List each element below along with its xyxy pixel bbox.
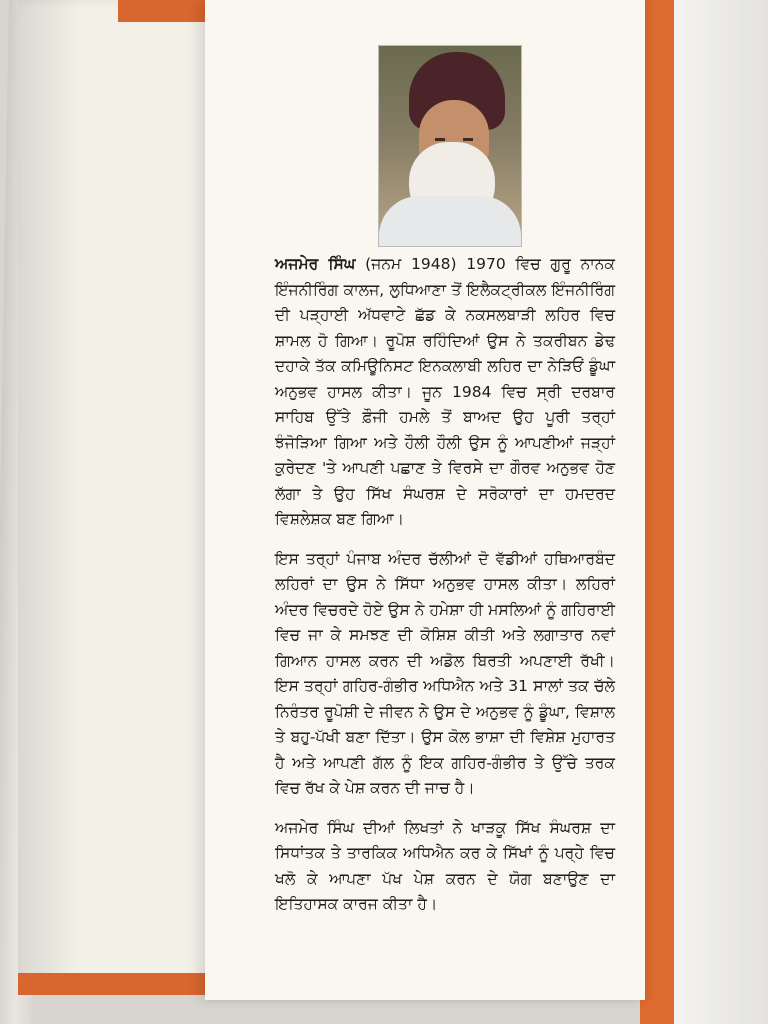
bio-paragraph-1: [275, 252, 615, 533]
eye-right: [463, 138, 473, 141]
book-cover-edge: [640, 0, 768, 1024]
page-shadow: [18, 0, 78, 995]
bio-paragraph-1-text: (ਜਨਮ 1948) 1970 ਵਿਚ ਗੁਰੂ ਨਾਨਕ ਇੰਜਨੀਰਿੰਗ ਕਾਲਜ, ਲੁਧਿਆਣਾ ਤੋਂ ਇਲੈਕਟ੍ਰੀਕਲ ਇੰਜਨੀਰਿੰਗ ਦੀ ਪੜ੍ਹਾਈ ਅੱਧਵਾਟੇ ਛੱਡ ਕੇ ਨਕਸਲਬਾੜੀ ਲਹਿਰ ਵਿਚ ਸ਼ਾਮਲ ਹੋ ਗਿਆ। ਰੂਪੋਸ਼ ਰਹਿੰਦਿਆਂ ਉਸ ਨੇ ਤਕਰੀਬਨ ਡੇਢ ਦਹਾਕੇ ਤੱਕ ਕਮਿਊਨਿਸਟ ਇਨਕਲਾਬੀ ਲਹਿਰ ਦਾ ਨੇੜਿਓਂ ਡੂੰਘਾ ਅਨੁਭਵ ਹਾਸਲ ਕੀਤਾ। ਜੂਨ 1984 ਵਿਚ ਸ੍ਰੀ ਦਰਬਾਰ ਸਾਹਿਬ ਉੱਤੇ ਫ਼ੌਜੀ ਹਮਲੇ ਤੋਂ ਬਾਅਦ ਉਹ ਪੂਰੀ ਤਰ੍ਹਾਂ ਝੰਜੋੜਿਆ ਗਿਆ ਅਤੇ ਹੌਲੀ ਹੌਲੀ ਉਸ ਨੂੰ ਆਪਣੀਆਂ ਜੜ੍ਹਾਂ ਕੁਰੇਦਣ 'ਤੇ ਆਪਣੀ ਪਛਾਣ ਤੇ ਵਿਰਸੇ ਦਾ ਗੌਰਵ ਅਨੁਭਵ ਹੋਣ ਲੱਗਾ ਤੇ ਉਹ ਸਿੱਖ ਸੰਘਰਸ਼ ਦੇ ਸਰੋਕਾਰਾਂ ਦਾ ਹਮਦਰਦ ਵਿਸ਼ਲੇਸ਼ਕ ਬਣ ਗਿਆ।: [275, 255, 615, 528]
author-portrait: [378, 45, 522, 247]
author-bio: [275, 252, 615, 932]
author-flap: [205, 0, 645, 1000]
shirt-shape: [379, 196, 521, 247]
author-name: ਅਜਮੇਰ ਸਿੰਘ: [275, 255, 356, 273]
orange-spine-band: [640, 0, 674, 1024]
bio-paragraph-2: ਇਸ ਤਰ੍ਹਾਂ ਪੰਜਾਬ ਅੰਦਰ ਚੱਲੀਆਂ ਦੋ ਵੱਡੀਆਂ ਹਥਿਆਰਬੰਦ ਲਹਿਰਾਂ ਦਾ ਉਸ ਨੇ ਸਿੱਧਾ ਅਨੁਭਵ ਹਾਸਲ ਕੀਤਾ। ਲਹਿਰਾਂ ਅੰਦਰ ਵਿਚਰਦੇ ਹੋਏ ਉਸ ਨੇ ਹਮੇਸ਼ਾ ਹੀ ਮਸਲਿਆਂ ਨੂੰ ਗਹਿਰਾਈ ਵਿਚ ਜਾ ਕੇ ਸਮਝਣ ਦੀ ਕੋਸ਼ਿਸ਼ ਕੀਤੀ ਅਤੇ ਲਗਾਤਾਰ ਨਵਾਂ ਗਿਆਨ ਹਾਸਲ ਕਰਨ ਦੀ ਅਡੋਲ ਬਿਰਤੀ ਅਪਣਾਈ ਰੱਖੀ। ਇਸ ਤਰ੍ਹਾਂ ਗਹਿਰ-ਗੰਭੀਰ ਅਧਿਐਨ ਅਤੇ 31 ਸਾਲਾਂ ਤਕ ਚੱਲੇ ਨਿਰੰਤਰ ਰੂਪੋਸ਼ੀ ਦੇ ਜੀਵਨ ਨੇ ਉਸ ਦੇ ਅਨੁਭਵ ਨੂੰ ਡੂੰਘਾ, ਵਿਸ਼ਾਲ ਤੇ ਬਹੁ-ਪੱਖੀ ਬਣਾ ਦਿੱਤਾ। ਉਸ ਕੋਲ ਭਾਸ਼ਾ ਦੀ ਵਿਸ਼ੇਸ਼ ਮੁਹਾਰਤ ਹੈ ਅਤੇ ਆਪਣੀ ਗੱਲ ਨੂੰ ਇਕ ਗਹਿਰ-ਗੰਭੀਰ ਤੇ ਉੱਚੇ ਤਰਕ ਵਿਚ ਰੱਖ ਕੇ ਪੇਸ਼ ਕਰਨ ਦੀ ਜਾਚ ਹੈ।: [275, 549, 615, 797]
orange-band-bottom: [18, 973, 228, 995]
eye-left: [435, 138, 445, 141]
cover-white-side: [674, 0, 768, 1024]
bio-paragraph-3: ਅਜਮੇਰ ਸਿੰਘ ਦੀਆਂ ਲਿਖਤਾਂ ਨੇ ਖਾੜਕੂ ਸਿੱਖ ਸੰਘਰਸ਼ ਦਾ ਸਿਧਾਂਤਕ ਤੇ ਤਾਰਕਿਕ ਅਧਿਐਨ ਕਰ ਕੇ ਸਿੱਖਾਂ ਨੂੰ ਪਰ੍ਹੇ ਵਿਚ ਖਲੋ ਕੇ ਆਪਣਾ ਪੱਖ ਪੇਸ਼ ਕਰਨ ਦੇ ਯੋਗ ਬਣਾਉਣ ਦਾ ਇਤਿਹਾਸਕ ਕਾਰਜ ਕੀਤਾ ਹੈ।: [275, 818, 615, 913]
